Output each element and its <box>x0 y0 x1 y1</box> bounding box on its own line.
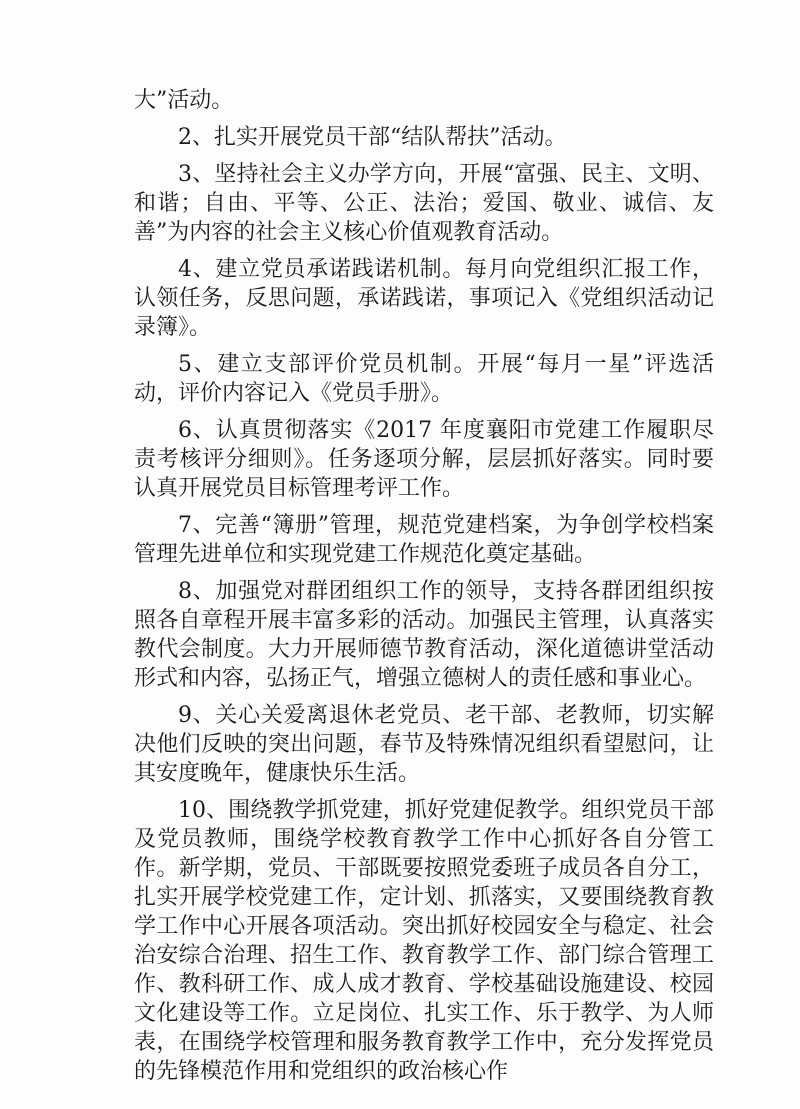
paragraph-continuation: 大”活动。 <box>134 88 234 113</box>
document-body <box>134 86 714 1094</box>
paragraph-item-6: 6、认真贯彻落实《2017 年度襄阳市党建工作履职尽责考核评分细则》。任务逐项分解，层层抓好落实。同时要认真开展党员目标管理考评工作。 <box>134 418 714 501</box>
paragraph-item-4: 4、建立党员承诺践诺机制。每月向党组织汇报工作，认领任务，反思问题，承诺践诺，事项记入《党组织活动记录簿》。 <box>134 257 714 340</box>
paragraph-item-5: 5、建立支部评价党员机制。开展“每月一星”评选活动，评价内容记入《党员手册》。 <box>134 352 714 406</box>
paragraph-item-7: 7、完善“簿册”管理，规范党建档案，为争创学校档案管理先进单位和实现党建工作规范化奠定基础。 <box>134 513 714 567</box>
paragraph-item-9: 9、关心关爱离退休老党员、老干部、老教师，切实解决他们反映的突出问题，春节及特殊情况组织看望慰问，让其安度晚年，健康快乐生活。 <box>134 703 714 786</box>
paragraph-item-10: 10、围绕教学抓党建，抓好党建促教学。组织党员干部及党员教师，围绕学校教育教学工作中心抓好各自分管工作。新学期，党员、干部既要按照党委班子成员各自分工，扎实开展学校党建工作，定计划、抓落实，又要围绕教育教学工作中心开展各项活动。突出抓好校园安全与稳定、社会治安综合治理、招生工作、教育教学工作、部门综合管理工作、教科研工作、成人成才教育、学校基础设施建设、校园文化建设等工作。立足岗位、扎实工作、乐于教学、为人师表，在围绕学校管理和服务教育教学工作中，充分发挥党员的先锋模范作用和党组织的政治核心作 <box>134 798 714 1084</box>
paragraph-item-3: 3、坚持社会主义办学方向，开展“富强、民主、文明、和谐；自由、平等、公正、法治；爱国、敬业、诚信、友善”为内容的社会主义核心价值观教育活动。 <box>134 162 714 245</box>
paragraph-item-2: 2、扎实开展党员干部“结队帮扶”活动。 <box>178 125 567 150</box>
paragraph-item-8: 8、加强党对群团组织工作的领导，支持各群团组织按照各自章程开展丰富多彩的活动。加强民主管理，认真落实教代会制度。大力开展师德节教育活动，深化道德讲堂活动形式和内容，弘扬正气，增强立德树人的责任感和事业心。 <box>134 579 714 691</box>
